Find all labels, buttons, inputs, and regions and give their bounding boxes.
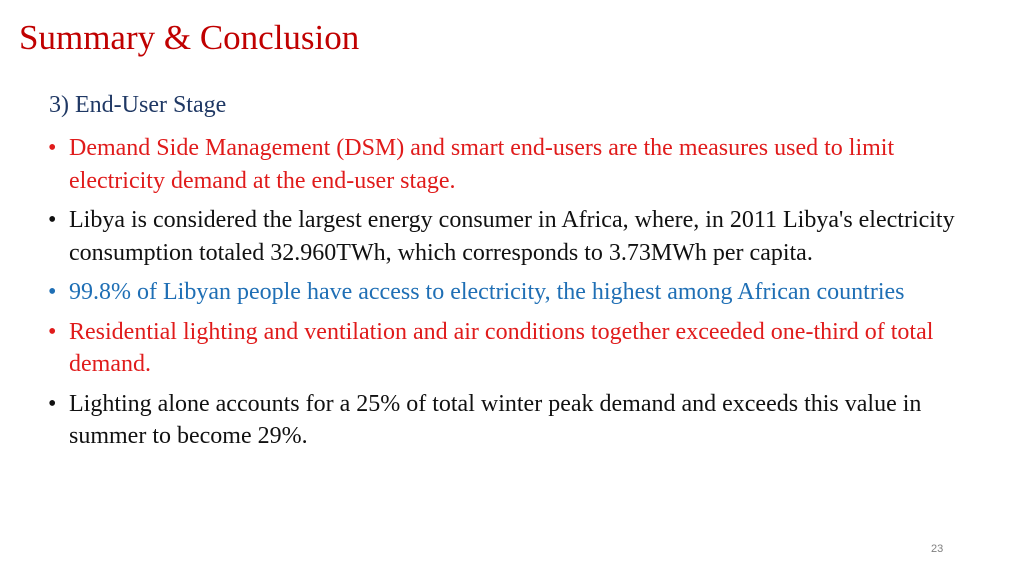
bullet-text: Lighting alone accounts for a 25% of total winter peak demand and exceeds this value in summer to become 29%. [69, 390, 922, 449]
page-number: 23 [931, 543, 944, 555]
bullet-marker: • [48, 390, 57, 417]
bullet-item-lighting [48, 388, 988, 453]
bullet-text: Libya is considered the largest energy consumer in Africa, where, in 2011 Libya's electricity consumption totaled 32.960TWh, which corresponds to 3.73MWh per capita. [69, 207, 955, 266]
bullet-marker: • [48, 279, 57, 305]
section-subheading: 3) End-User Stage [49, 92, 227, 118]
bullet-marker: • [48, 207, 57, 233]
slide-title: Summary & Conclusion [19, 18, 360, 57]
bullet-marker: • [48, 135, 57, 161]
bullet-item-dsm [48, 132, 988, 197]
bullet-item-residential [48, 316, 988, 381]
bullet-list [48, 132, 988, 460]
bullet-text: Residential lighting and ventilation and air conditions together exceeded one-third of total demand. [69, 318, 934, 377]
bullet-marker: • [48, 318, 57, 345]
bullet-item-consumption [48, 204, 988, 269]
bullet-item-access [48, 276, 988, 309]
bullet-text: Demand Side Management (DSM) and smart end-users are the measures used to limit electricity demand at the end-user stage. [69, 135, 895, 194]
bullet-text: 99.8% of Libyan people have access to electricity, the highest among African countries [69, 279, 905, 305]
